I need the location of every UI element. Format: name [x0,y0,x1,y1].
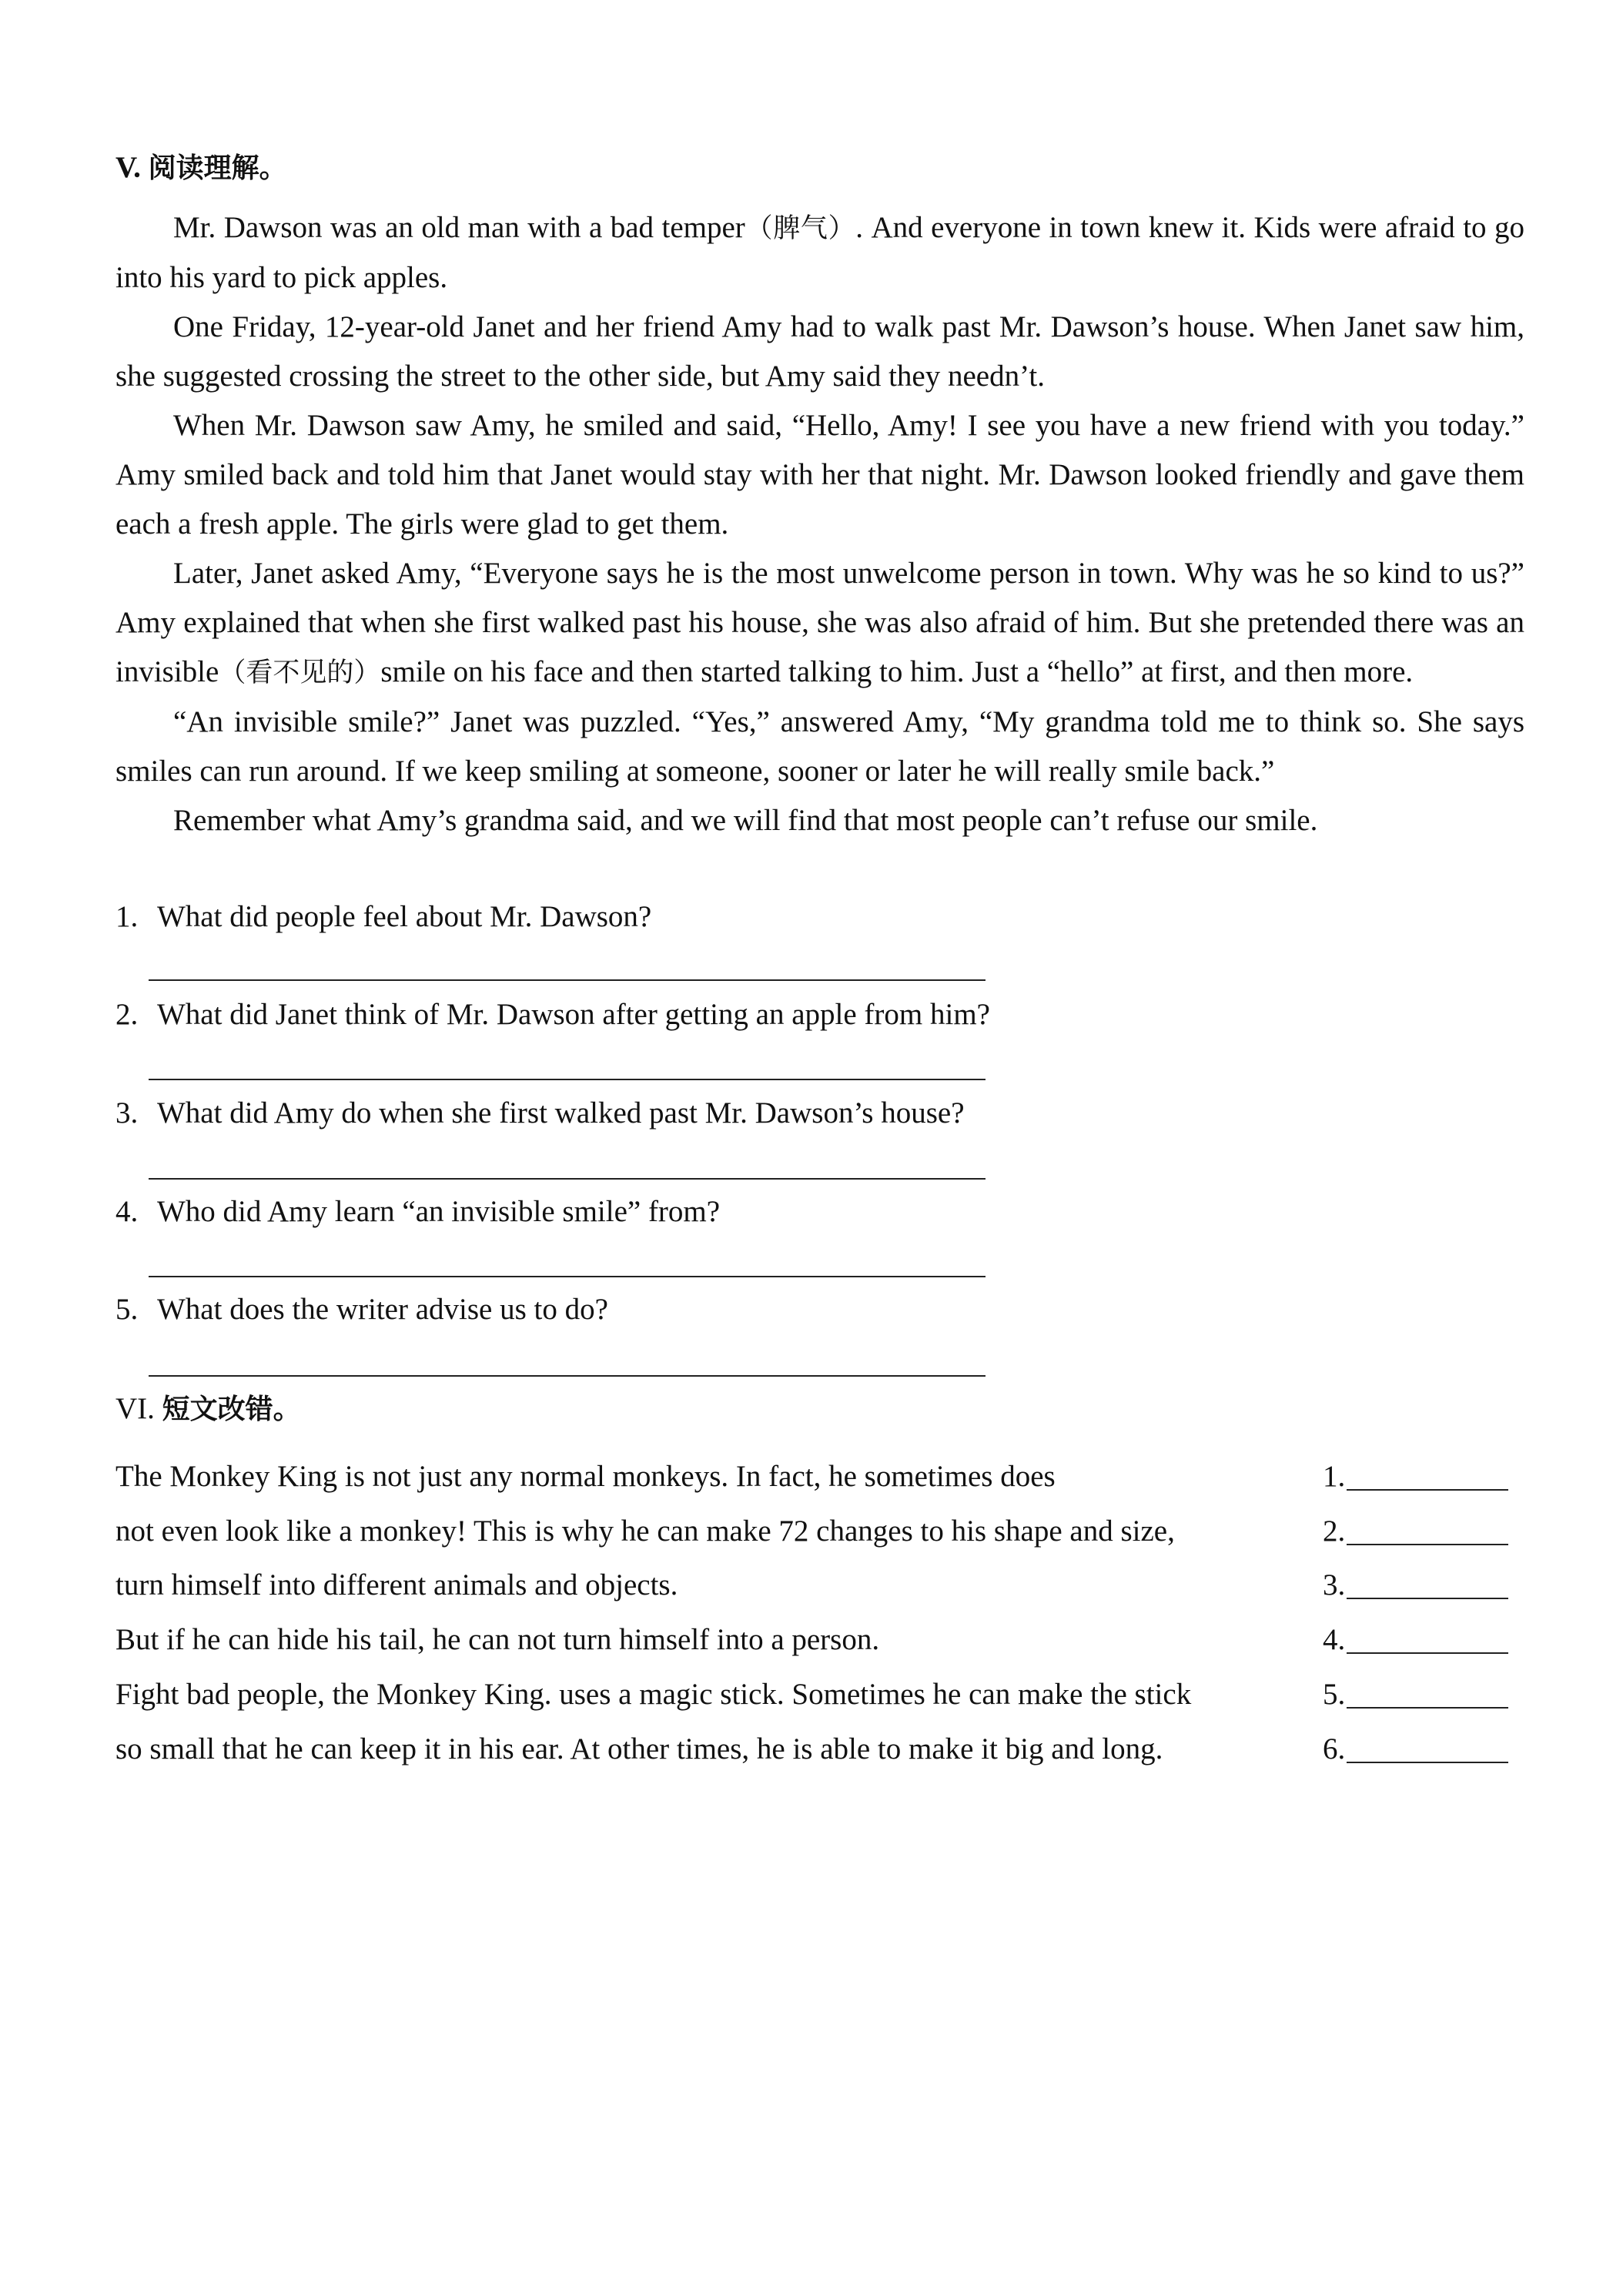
passage-text: “An invisible smile?” Janet was puzzled. “Yes,” answered Amy, “My grandma told me to think so. She says smiles can run around. If we keep smiling at someone, sooner or later he will really smile back.” [115,705,1524,788]
correction-number-5: 5. [1323,1678,1346,1711]
correction-slot-3[interactable] [1323,1566,1508,1605]
question-3 [115,1094,1501,1133]
correction-number-4: 4. [1323,1623,1346,1656]
chinese-gloss: （看不见的） [219,658,381,688]
question-2-text: What did Janet think of Mr. Dawson after getting an apple from him? [157,998,990,1031]
chinese-gloss: （脾气） [745,213,856,244]
passage-text: Remember what Amy’s grandma said, and we will find that most people can’t refuse our smile. [173,804,1318,837]
correction-text-4: But if he can hide his tail, he can not turn himself into a person. [115,1623,880,1656]
passage-paragraph-2 [115,303,1524,401]
correction-blank-4[interactable] [1347,1652,1508,1654]
correction-number-3: 3. [1323,1568,1346,1602]
answer-line-3[interactable] [149,1178,986,1180]
correction-text-2: not even look like a monkey! This is why he can make 72 changes to his shape and size, [115,1514,1175,1548]
correction-slot-1[interactable] [1323,1458,1508,1496]
passage-text: Mr. Dawson was an old man with a bad temper [173,211,745,244]
correction-slot-2[interactable] [1323,1512,1508,1551]
question-1-text: What did people feel about Mr. Dawson? [157,900,652,933]
passage-paragraph-5 [115,698,1524,796]
question-5-text: What does the writer advise us to do? [157,1293,608,1326]
question-1-number: 1. [115,900,139,933]
reading-passage [115,203,1524,845]
answer-line-1[interactable] [149,979,986,981]
correction-slot-4[interactable] [1323,1621,1508,1659]
passage-text: One Friday, 12-year-old Janet and her friend Amy had to walk past Mr. Dawson’s house. When Janet saw him, she suggested crossing the street to the other side, but Amy said they needn’t. [115,310,1524,393]
passage-paragraph-6 [115,796,1524,845]
correction-text-6: so small that he can keep it in his ear. At other times, he is able to make it big and long. [115,1732,1163,1766]
section-5-heading [115,149,287,188]
section-5-heading-prefix: V. [115,151,141,184]
question-3-number: 3. [115,1096,139,1130]
section-5-heading-title: 阅读理解。 [148,152,287,184]
section-6-heading-prefix: VI. [115,1392,155,1425]
correction-blank-5[interactable] [1347,1707,1508,1709]
question-2-number: 2. [115,998,139,1031]
correction-slot-6[interactable] [1323,1730,1508,1769]
passage-text: . And everyone in town knew it. Kids were afraid to go into his yard to pick apples. [115,211,1524,294]
question-5 [115,1290,1501,1329]
passage-text: When Mr. Dawson saw Amy, he smiled and said, “Hello, Amy! I see you have a new friend with you today.” Amy smiled back and told him that Janet would stay with her that night. Mr. Dawson looked friendly and gave them each a fresh apple. The girls were glad to get them. [115,409,1524,541]
passage-text: smile on his face and then started talking to him. Just a “hello” at first, and then more. [380,655,1414,688]
question-3-text: What did Amy do when she first walked past Mr. Dawson’s house? [157,1096,965,1130]
section-6-heading [115,1390,301,1429]
correction-blank-2[interactable] [1347,1544,1508,1545]
question-4 [115,1193,1501,1231]
correction-blank-6[interactable] [1347,1762,1508,1763]
correction-slot-5[interactable] [1323,1675,1508,1714]
correction-blank-3[interactable] [1347,1598,1508,1599]
correction-number-2: 2. [1323,1514,1346,1548]
correction-blank-1[interactable] [1347,1489,1508,1491]
passage-paragraph-4 [115,549,1524,698]
answer-line-5[interactable] [149,1375,986,1377]
correction-text-1: The Monkey King is not just any normal monkeys. In fact, he sometimes does [115,1460,1056,1493]
section-6-heading-title: 短文改错。 [162,1394,301,1425]
answer-line-4[interactable] [149,1276,986,1277]
question-2 [115,996,1501,1034]
question-5-number: 5. [115,1293,139,1326]
correction-number-1: 1. [1323,1460,1346,1493]
passage-text: Later, Janet asked Amy, “Everyone says he is the most unwelcome person in town. Why was he so kind to us?” Amy explained that when she first walked past his house, she was also afraid of him. But she pretended there was an invisible [115,557,1524,688]
correction-text-5: Fight bad people, the Monkey King. uses a magic stick. Sometimes he can make the stick [115,1678,1192,1711]
question-4-text: Who did Amy learn “an invisible smile” from? [157,1195,721,1228]
passage-paragraph-1 [115,203,1524,303]
answer-line-2[interactable] [149,1079,986,1080]
passage-paragraph-3 [115,401,1524,549]
correction-number-6: 6. [1323,1732,1346,1766]
question-1 [115,898,1501,936]
correction-text-3: turn himself into different animals and objects. [115,1568,678,1602]
question-4-number: 4. [115,1195,139,1228]
